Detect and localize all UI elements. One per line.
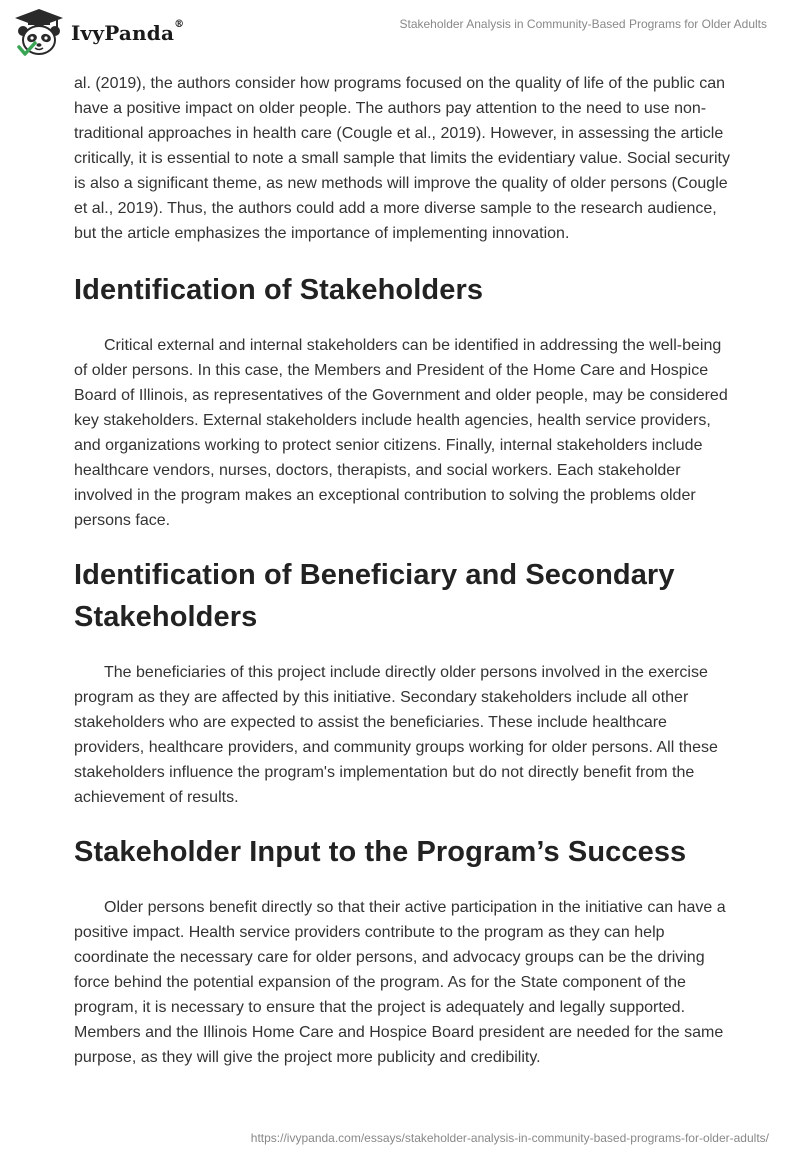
- source-url[interactable]: https://ivypanda.com/essays/stakeholder-analysis-in-community-based-programs-for-older-adults/: [250, 1131, 769, 1145]
- brand-name: IvyPanda®: [71, 19, 185, 45]
- section-paragraph-beneficiary: The beneficiaries of this project include directly older persons involved in the exercise program as they are affected by this initiative. Secondary stakeholders include all other stakeholders who are expected to assist the beneficiaries. These include healthcare providers, healthcare providers, and community groups working for older persons. All these stakeholders influence the program's implementation but do not directly benefit from the achievement of results.: [74, 664, 718, 806]
- section-paragraph-input: Older persons benefit directly so that their active participation in the initiative can have a positive impact. Health service providers contribute to the program as they can help coordinate the necessary care for older persons, and advocacy groups can be the driving force behind the potential expansion of the program. As for the State component of the program, it is necessary to ensure that the project is adequately and legally supported. Members and the Illinois Home Care and Hospice Board president are needed for the same purpose, as they will give the project more publicity and credibility.: [74, 899, 726, 1066]
- page-header: [0, 0, 800, 66]
- section-heading-stakeholders: Identification of Stakeholders: [74, 274, 484, 306]
- ivypanda-logo[interactable]: [13, 7, 184, 59]
- section-paragraph-stakeholders: Critical external and internal stakeholders can be identified in addressing the well-being of older persons. In this case, the Members and President of the Home Care and Hospice Board of Illinois, as representatives of the Government and older people, may be considered key stakeholders. External stakeholders include health agencies, health service providers, and organizations working to protect senior citizens. Finally, internal stakeholders include healthcare vendors, nurses, doctors, therapists, and social workers. Each stakeholder involved in the program makes an exceptional contribution to solving the problems older persons face.: [74, 337, 728, 529]
- panda-graduate-icon: [13, 7, 65, 59]
- article-body: [74, 71, 730, 1070]
- document-title: Stakeholder Analysis in Community-Based Programs for Older Adults: [399, 17, 767, 31]
- section-heading-input: Stakeholder Input to the Program’s Success: [74, 836, 687, 868]
- section-heading-beneficiary: Identification of Beneficiary and Secondary Stakeholders: [74, 559, 675, 633]
- intro-paragraph: al. (2019), the authors consider how programs focused on the quality of life of the public can have a positive impact on older people. The authors pay attention to the need to use non-traditional approaches in health care (Cougle et al., 2019). However, in assessing the article critically, it is essential to note a small sample that limits the evidentiary value. Social security is also a significant theme, as new methods will improve the quality of older persons (Cougle et al., 2019). Thus, the authors could add a more diverse sample to the research audience, but the article emphasizes the importance of implementing innovation.: [74, 75, 730, 242]
